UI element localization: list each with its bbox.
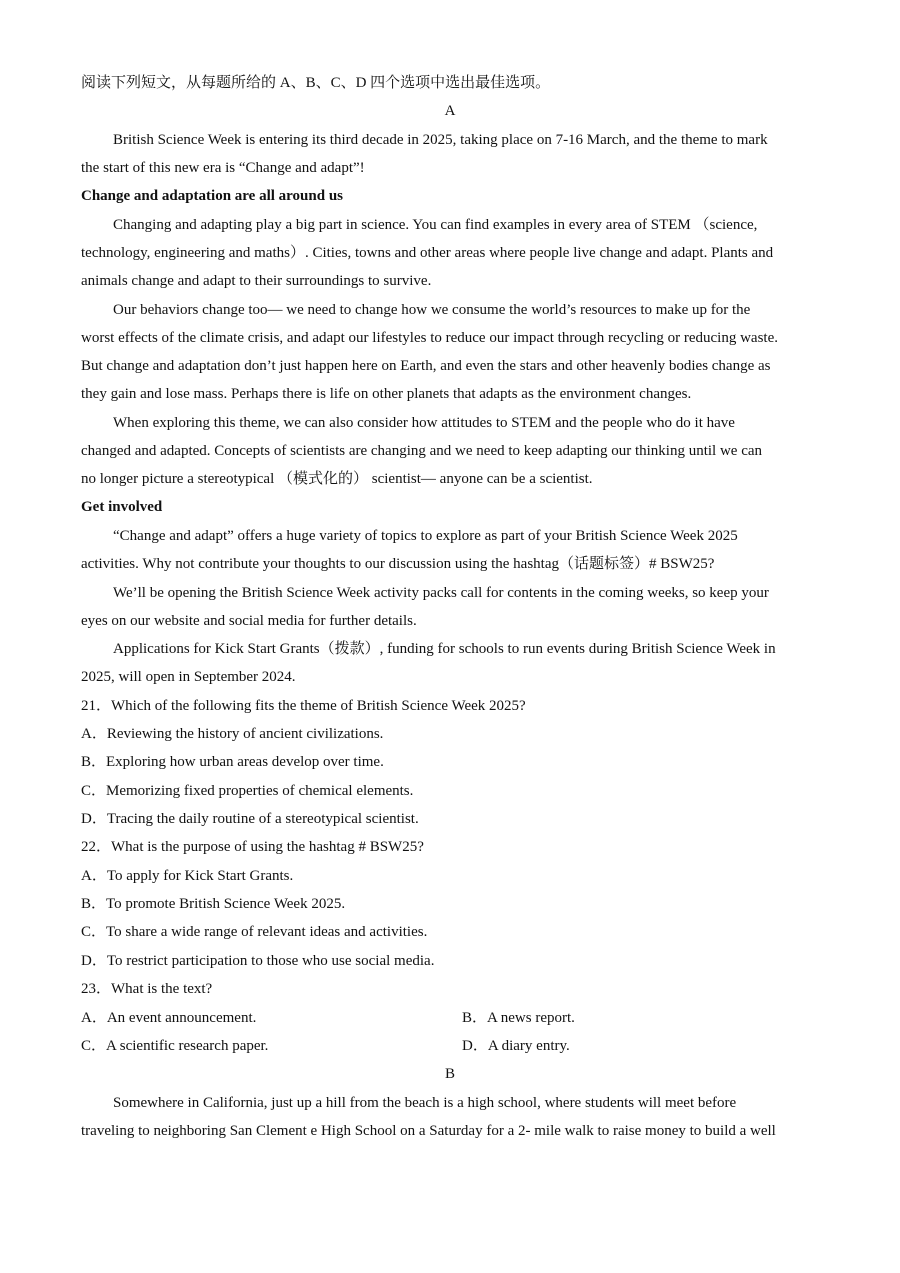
option-d: D．Tracing the daily routine of a stereotypical scientist. [81,811,419,827]
instruction: 阅读下列短文，从每题所给的 A、B、C、D 四个选项中选出最佳选项。 [81,75,551,91]
paragraph-line: changed and adapted. Concepts of scientists are changing and we need to keep adapting our thinking until we can [81,443,763,459]
paragraph-line: British Science Week is entering its third decade in 2025, taking place on 7-16 March, and the theme to mark [113,132,768,148]
option-a: A．To apply for Kick Start Grants. [81,868,294,884]
paragraph-line: But change and adaptation don’t just happen here on Earth, and even the stars and other heavenly bodies change as [81,358,771,374]
paragraph-line: worst effects of the climate crisis, and adapt our lifestyles to reduce our impact through recycling or reducing waste. [81,330,778,346]
paragraph-line: Applications for Kick Start Grants（拨款）, funding for schools to run events during British Science Week in [113,641,776,657]
paragraph-line: 2025, will open in September 2024. [81,669,296,685]
paragraph-line: When exploring this theme, we can also consider how attitudes to STEM and the people who do it have [113,415,735,431]
paragraph-line: they gain and lose mass. Perhaps there is life on other planets that adapts as the environment changes. [81,386,692,402]
question-stem: 22．What is the purpose of using the hashtag # BSW25? [81,839,424,855]
paragraph-line: no longer picture a stereotypical （模式化的） scientist— anyone can be a scientist. [81,471,593,487]
option-b: B．To promote British Science Week 2025. [81,896,346,912]
paragraph-line: activities. Why not contribute your thoughts to our discussion using the hashtag（话题标签）# BSW25? [81,556,715,572]
option-c: C．Memorizing fixed properties of chemical elements. [81,783,414,799]
section-b-heading: B [444,1066,455,1082]
option-d: D．A diary entry. [462,1038,570,1054]
option-c: C．To share a wide range of relevant ideas and activities. [81,924,428,940]
paragraph-line: Our behaviors change too— we need to change how we consume the world’s resources to make up for the [113,302,751,318]
paragraph-line: eyes on our website and social media for further details. [81,613,417,629]
paragraph-line: We’ll be opening the British Science Week activity packs call for contents in the coming weeks, so keep your [113,585,769,601]
option-a: A．An event announcement. [81,1010,257,1026]
paragraph-line: animals change and adapt to their surroundings to survive. [81,273,432,289]
option-b: B．Exploring how urban areas develop over time. [81,754,384,770]
subheading: Change and adaptation are all around us [81,188,344,204]
option-a: A．Reviewing the history of ancient civilizations. [81,726,384,742]
paragraph-line: Changing and adapting play a big part in science. You can find examples in every area of STEM （science, [113,217,758,233]
question-stem: 23．What is the text? [81,981,213,997]
subheading: Get involved [81,499,163,515]
paragraph-line: technology, engineering and maths）. Cities, towns and other areas where people live change and adapt. Plants and [81,245,774,261]
option-c: C．A scientific research paper. [81,1038,269,1054]
option-b: B．A news report. [462,1010,575,1026]
paragraph-line: traveling to neighboring San Clement e High School on a Saturday for a 2- mile walk to raise money to build a well [81,1123,776,1139]
question-stem: 21．Which of the following fits the theme of British Science Week 2025? [81,698,526,714]
option-d: D．To restrict participation to those who use social media. [81,953,435,969]
paragraph-line: the start of this new era is “Change and adapt”! [81,160,365,176]
paragraph-line: Somewhere in California, just up a hill from the beach is a high school, where students will meet before [113,1095,737,1111]
section-a-heading: A [444,103,456,119]
paragraph-line: “Change and adapt” offers a huge variety of topics to explore as part of your British Science Week 2025 [113,528,738,544]
